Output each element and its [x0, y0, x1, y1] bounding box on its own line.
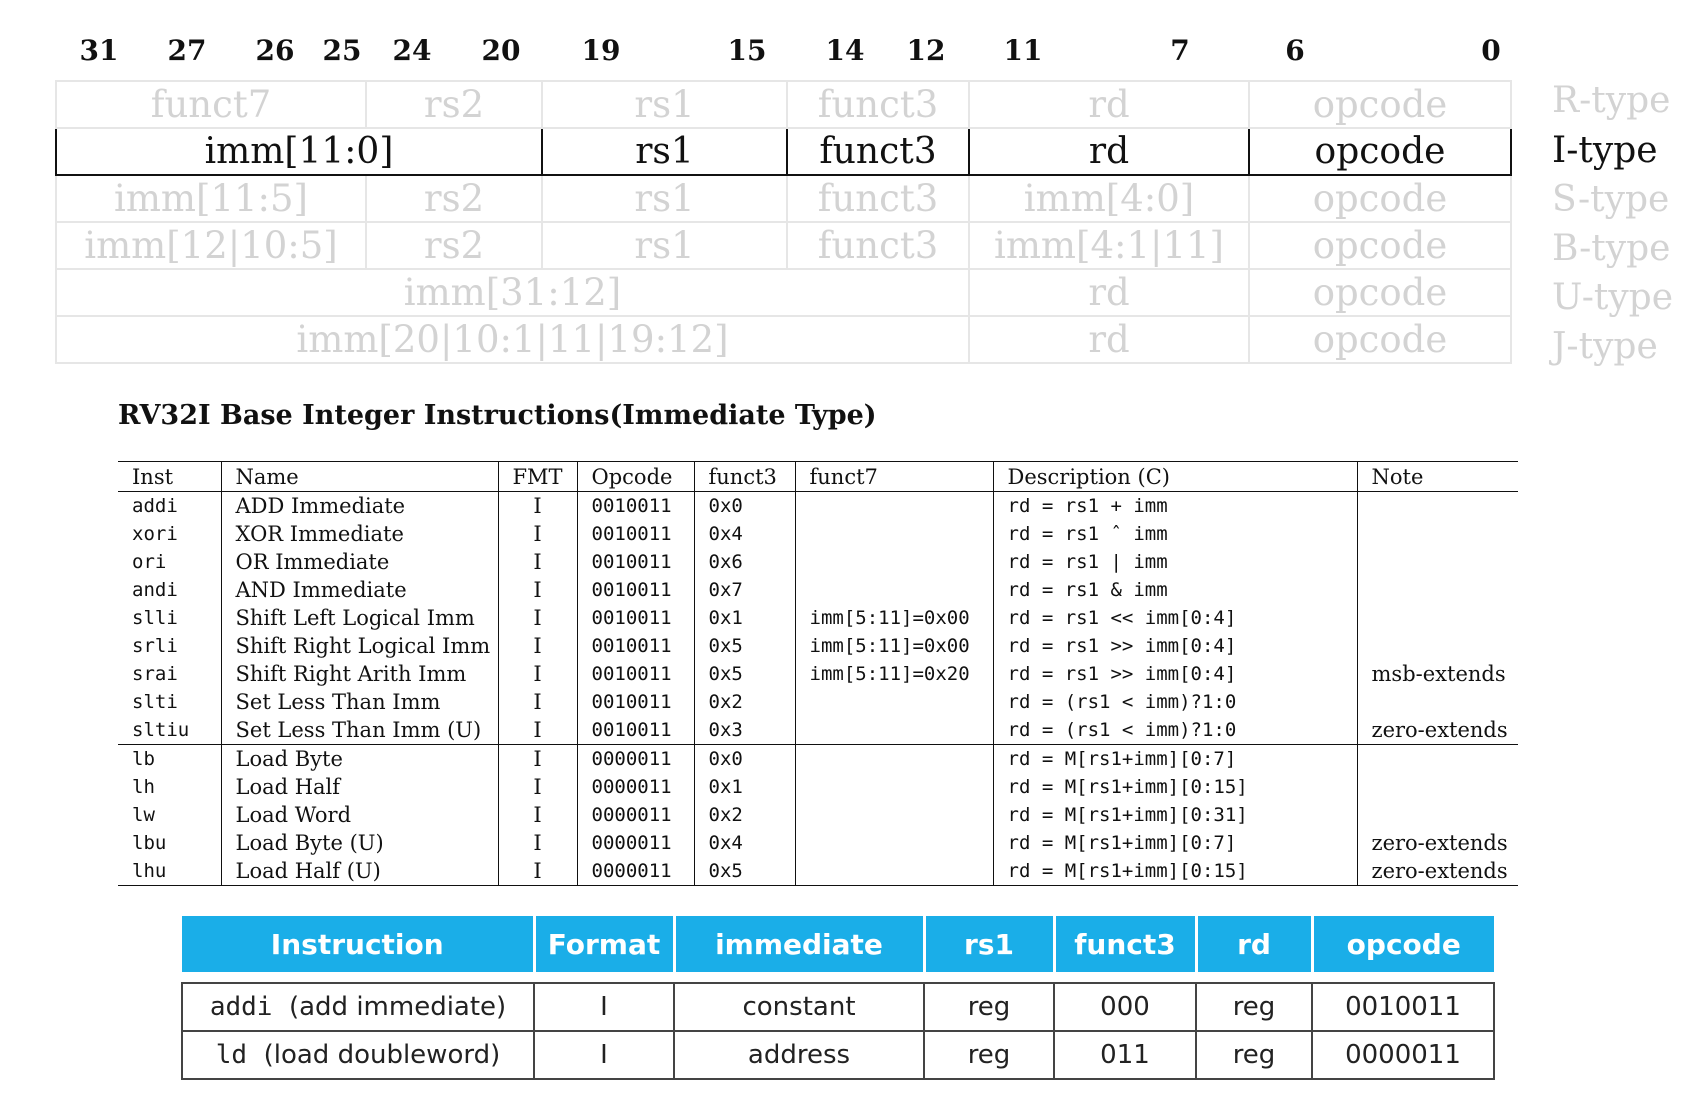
field-funct3: funct3: [787, 128, 969, 175]
cell-funct7: [795, 801, 993, 829]
cell-description: rd = M[rs1+imm][0:15]: [993, 773, 1357, 801]
cell-name: OR Immediate: [221, 548, 498, 576]
table-row: [118, 660, 1518, 688]
col-header-name: Name: [221, 462, 498, 492]
type-label-r: R-type: [1552, 80, 1671, 121]
cell-funct3: 0x3: [694, 716, 795, 745]
cell-description: rd = rs1 | imm: [993, 548, 1357, 576]
bit-number: 11: [1003, 34, 1043, 67]
enc-cell-opcode: 0000011: [1312, 1031, 1494, 1079]
enc-cell-funct3: 000: [1054, 983, 1196, 1031]
col-header-funct7: funct7: [795, 462, 993, 492]
cell-note: [1357, 688, 1518, 716]
cell-name: Shift Right Arith Imm: [221, 660, 498, 688]
field-rs1: rs1: [542, 222, 787, 269]
cell-fmt: I: [498, 632, 577, 660]
cell-note: [1357, 520, 1518, 548]
cell-note: [1357, 632, 1518, 660]
enc-cell-rs1: reg: [924, 1031, 1054, 1079]
table-row: [118, 801, 1518, 829]
field-imm: imm[11:5]: [56, 175, 366, 222]
cell-fmt: I: [498, 688, 577, 716]
cell-funct7: imm[5:11]=0x00: [795, 604, 993, 632]
cell-inst: lb: [132, 748, 155, 770]
section-title: [118, 400, 877, 431]
cell-description: rd = rs1 ˆ imm: [993, 520, 1357, 548]
cell-funct7: imm[5:11]=0x20: [795, 660, 993, 688]
bit-number: 15: [727, 34, 767, 67]
cell-description: rd = rs1 << imm[0:4]: [993, 604, 1357, 632]
cell-funct7: [795, 492, 993, 521]
cell-description: rd = rs1 & imm: [993, 576, 1357, 604]
cell-funct3: 0x4: [694, 829, 795, 857]
cell-description: rd = rs1 >> imm[0:4]: [993, 660, 1357, 688]
enc-header-rs1: rs1: [924, 916, 1054, 972]
field-rs1: rs1: [542, 175, 787, 222]
cell-inst: lhu: [118, 857, 221, 886]
format-row-s-type: [56, 175, 1511, 222]
field-imm: imm[20|10:1|11|19:12]: [56, 316, 969, 363]
enc-cell-opcode: 0010011: [1312, 983, 1494, 1031]
bit-number: 19: [581, 34, 621, 67]
cell-opcode: 0010011: [577, 660, 694, 688]
field-opcode: opcode: [1249, 316, 1511, 363]
cell-description: rd = (rs1 < imm)?1:0: [993, 716, 1357, 745]
cell-fmt: I: [498, 520, 577, 548]
cell-opcode: 0010011: [577, 632, 694, 660]
cell-inst: sltiu: [118, 716, 221, 745]
enc-cell-funct3: 011: [1054, 1031, 1196, 1079]
cell-note: [1357, 492, 1518, 521]
encoding-header-row: [182, 916, 1494, 972]
field-funct3: funct3: [787, 175, 969, 222]
cell-funct3: 0x4: [694, 520, 795, 548]
cell-description: rd = M[rs1+imm][0:7]: [993, 829, 1357, 857]
cell-inst: lh: [132, 776, 155, 798]
cell-funct3: 0x6: [694, 548, 795, 576]
cell-funct7: [795, 829, 993, 857]
cell-note: zero-extends: [1357, 829, 1518, 857]
cell-description: rd = M[rs1+imm][0:7]: [993, 745, 1357, 774]
cell-inst: slli: [132, 607, 178, 629]
cell-funct7: [795, 576, 993, 604]
cell-inst: ori: [132, 551, 167, 573]
cell-fmt: I: [498, 857, 577, 886]
cell-note: zero-extends: [1357, 857, 1518, 886]
cell-fmt: I: [498, 716, 577, 745]
bit-number: 24: [392, 34, 432, 67]
cell-opcode: 0010011: [577, 492, 694, 521]
cell-funct3: 0x1: [694, 604, 795, 632]
cell-note: [1357, 801, 1518, 829]
table-row: [118, 716, 1518, 745]
cell-funct7: [795, 745, 993, 774]
cell-funct3: 0x1: [694, 773, 795, 801]
table-row: [118, 857, 1518, 886]
cell-description: rd = (rs1 < imm)?1:0: [993, 688, 1357, 716]
cell-opcode: 0000011: [577, 801, 694, 829]
cell-funct3: 0x7: [694, 576, 795, 604]
field-rs2: rs2: [366, 81, 542, 128]
cell-fmt: I: [498, 492, 577, 521]
enc-instruction-code: ld: [215, 1040, 248, 1070]
cell-name: Shift Right Logical Imm: [221, 632, 498, 660]
table-row: [118, 773, 1518, 801]
bit-number: 12: [906, 34, 946, 67]
instruction-format-diagram: [55, 24, 1690, 384]
cell-funct7: [795, 773, 993, 801]
type-label-u: U-type: [1552, 277, 1674, 318]
enc-header-immediate: immediate: [674, 916, 924, 972]
col-header-description: Description (C): [993, 462, 1357, 492]
enc-cell-rd: reg: [1196, 983, 1312, 1031]
cell-funct3: 0x0: [694, 492, 795, 521]
cell-funct7: imm[5:11]=0x00: [795, 632, 993, 660]
cell-note: [1357, 548, 1518, 576]
cell-funct7: [795, 548, 993, 576]
cell-fmt: I: [498, 604, 577, 632]
cell-description: rd = rs1 >> imm[0:4]: [993, 632, 1357, 660]
encoding-row: [182, 1031, 1494, 1079]
encoding-table: [181, 916, 1495, 1080]
bit-position-row: [55, 24, 1605, 84]
cell-name: Load Byte (U): [221, 829, 498, 857]
cell-fmt: I: [498, 773, 577, 801]
enc-cell-instruction: [182, 983, 534, 1031]
field-rd: rd: [969, 81, 1249, 128]
table-row: [118, 576, 1518, 604]
type-label-j: J-type: [1552, 326, 1658, 367]
format-row-r-type: [56, 81, 1511, 128]
enc-header-rd: rd: [1196, 916, 1312, 972]
cell-description: rd = rs1 + imm: [993, 492, 1357, 521]
cell-name: Load Word: [221, 801, 498, 829]
cell-fmt: I: [498, 548, 577, 576]
table-row: [118, 492, 1518, 521]
cell-description: rd = M[rs1+imm][0:15]: [993, 857, 1357, 886]
format-grid: [55, 80, 1512, 364]
table-row: [118, 688, 1518, 716]
enc-header-format: Format: [534, 916, 674, 972]
cell-opcode: 0000011: [577, 745, 694, 774]
bit-number: 20: [481, 34, 521, 67]
cell-note: [1357, 745, 1518, 774]
enc-instruction-desc: (load doubleword): [263, 1040, 501, 1070]
field-imm-low: imm[4:1|11]: [969, 222, 1249, 269]
cell-inst: srli: [132, 635, 178, 657]
cell-opcode: 0010011: [577, 604, 694, 632]
field-rd: rd: [969, 128, 1249, 175]
format-row-j-type: [56, 316, 1511, 363]
enc-instruction-desc: (add immediate): [288, 992, 507, 1022]
cell-funct3: 0x5: [694, 857, 795, 886]
bit-number: 26: [255, 34, 295, 67]
cell-funct7: [795, 520, 993, 548]
enc-cell-instruction: [182, 1031, 534, 1079]
field-imm: imm[12|10:5]: [56, 222, 366, 269]
type-label-i: I-type: [1552, 130, 1658, 171]
cell-note: zero-extends: [1357, 716, 1518, 745]
table-row: [118, 604, 1518, 632]
cell-funct3: 0x2: [694, 801, 795, 829]
format-row-u-type: [56, 269, 1511, 316]
cell-name: Load Byte: [221, 745, 498, 774]
cell-name: Load Half: [221, 773, 498, 801]
cell-inst: andi: [132, 579, 178, 601]
field-rs1: rs1: [542, 81, 787, 128]
cell-funct3: 0x2: [694, 688, 795, 716]
cell-inst: srai: [132, 663, 178, 685]
col-header-opcode: Opcode: [577, 462, 694, 492]
col-header-funct3: funct3: [694, 462, 795, 492]
cell-funct7: [795, 857, 993, 886]
col-header-note: Note: [1357, 462, 1518, 492]
field-rd: rd: [969, 269, 1249, 316]
table-row: [118, 632, 1518, 660]
cell-name: Set Less Than Imm: [221, 688, 498, 716]
cell-opcode: 0000011: [577, 773, 694, 801]
field-rs2: rs2: [366, 222, 542, 269]
cell-opcode: 0010011: [577, 716, 694, 745]
field-imm: imm[31:12]: [56, 269, 969, 316]
instruction-table: [118, 461, 1518, 886]
cell-opcode: 0010011: [577, 520, 694, 548]
field-rs1: rs1: [542, 128, 787, 175]
cell-fmt: I: [498, 576, 577, 604]
field-opcode: opcode: [1249, 222, 1511, 269]
bit-number: 25: [322, 34, 362, 67]
cell-fmt: I: [498, 745, 577, 774]
enc-cell-immediate: constant: [674, 983, 924, 1031]
cell-name: ADD Immediate: [221, 492, 498, 521]
cell-inst: xori: [132, 523, 178, 545]
format-row-i-type: [56, 128, 1511, 175]
cell-opcode: 0000011: [577, 829, 694, 857]
field-opcode: opcode: [1249, 269, 1511, 316]
cell-funct7: [795, 688, 993, 716]
field-funct7: funct7: [56, 81, 366, 128]
field-imm-low: imm[4:0]: [969, 175, 1249, 222]
enc-header-funct3: funct3: [1054, 916, 1196, 972]
field-opcode: opcode: [1249, 175, 1511, 222]
section-title-suffix: (Immediate Type): [609, 400, 877, 431]
cell-name: Set Less Than Imm (U): [221, 716, 498, 745]
bit-number: 31: [79, 34, 119, 67]
bit-number: 14: [825, 34, 865, 67]
cell-fmt: I: [498, 660, 577, 688]
cell-inst: lw: [132, 804, 155, 826]
enc-cell-rd: reg: [1196, 1031, 1312, 1079]
type-label-b: B-type: [1552, 228, 1671, 269]
field-funct3: funct3: [787, 81, 969, 128]
bit-number: 7: [1170, 34, 1190, 67]
cell-funct7: [795, 716, 993, 745]
enc-cell-format: I: [534, 983, 674, 1031]
cell-funct3: 0x5: [694, 660, 795, 688]
cell-note: msb-extends: [1357, 660, 1518, 688]
cell-inst: addi: [132, 495, 178, 517]
enc-cell-rs1: reg: [924, 983, 1054, 1031]
field-opcode: opcode: [1249, 128, 1511, 175]
table-row: [118, 548, 1518, 576]
cell-note: [1357, 604, 1518, 632]
cell-funct3: 0x0: [694, 745, 795, 774]
cell-fmt: I: [498, 801, 577, 829]
cell-name: Load Half (U): [221, 857, 498, 886]
cell-opcode: 0000011: [577, 857, 694, 886]
cell-opcode: 0010011: [577, 576, 694, 604]
cell-name: Shift Left Logical Imm: [221, 604, 498, 632]
cell-funct3: 0x5: [694, 632, 795, 660]
table-row: [118, 829, 1518, 857]
cell-inst: lbu: [132, 832, 167, 854]
cell-name: AND Immediate: [221, 576, 498, 604]
cell-note: [1357, 773, 1518, 801]
enc-cell-format: I: [534, 1031, 674, 1079]
col-header-fmt: FMT: [498, 462, 577, 492]
format-row-b-type: [56, 222, 1511, 269]
cell-description: rd = M[rs1+imm][0:31]: [993, 801, 1357, 829]
section-title-main: RV32I Base Integer Instructions: [118, 400, 610, 431]
field-rd: rd: [969, 316, 1249, 363]
field-opcode: opcode: [1249, 81, 1511, 128]
enc-instruction-code: addi: [209, 992, 273, 1022]
cell-inst: slti: [132, 691, 178, 713]
field-rs2: rs2: [366, 175, 542, 222]
enc-header-instruction: Instruction: [182, 916, 534, 972]
field-funct3: funct3: [787, 222, 969, 269]
field-imm: imm[11:0]: [56, 128, 542, 175]
bit-number: 27: [167, 34, 207, 67]
cell-fmt: I: [498, 829, 577, 857]
cell-opcode: 0010011: [577, 548, 694, 576]
bit-number: 6: [1285, 34, 1305, 67]
table-header-row: [118, 462, 1518, 492]
cell-note: [1357, 576, 1518, 604]
encoding-row: [182, 983, 1494, 1031]
col-header-inst: Inst: [118, 462, 221, 492]
bit-number: 0: [1481, 34, 1501, 67]
enc-cell-immediate: address: [674, 1031, 924, 1079]
table-row: [118, 745, 1518, 774]
cell-opcode: 0010011: [577, 688, 694, 716]
table-row: [118, 520, 1518, 548]
enc-header-opcode: opcode: [1312, 916, 1494, 972]
cell-name: XOR Immediate: [221, 520, 498, 548]
type-label-s: S-type: [1552, 179, 1670, 220]
